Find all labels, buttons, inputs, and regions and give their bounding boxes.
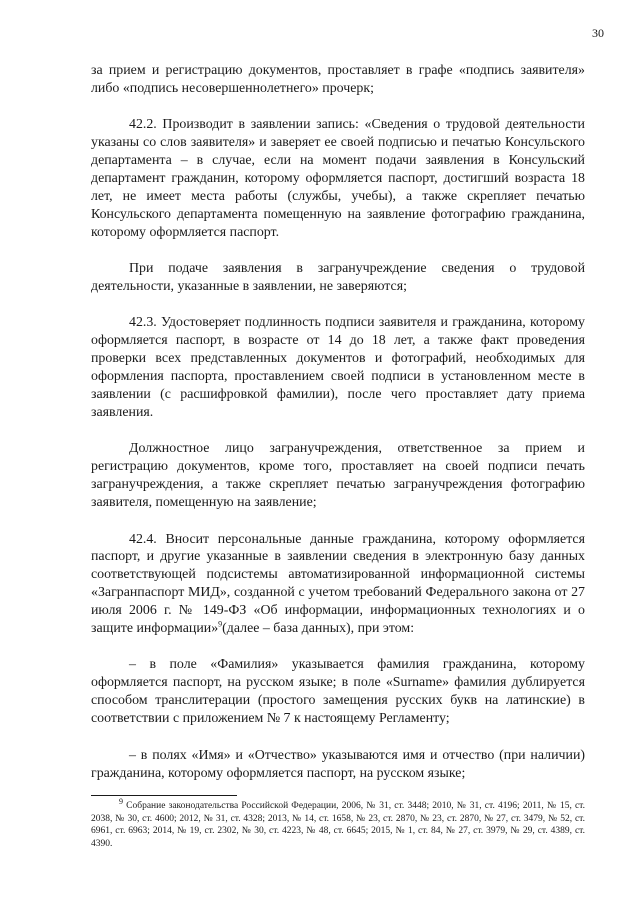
paragraph-42-4 <box>91 531 585 638</box>
paragraph-official-duties: Должностное лицо загранучреждения, ответственное за прием и регистрацию документов, кроме того, проставляет на своей подписи печать загранучреждения, а также скрепляет печатью загранучреждения фотографию заявителя, помещенную на заявление; <box>91 441 585 511</box>
footnote <box>91 796 585 850</box>
body-text <box>91 62 585 801</box>
list-item-name-patronymic: – в полях «Имя» и «Отчество» указываются имя и отчество (при наличии) гражданина, которому оформляется паспорт, на русском языке; <box>91 747 585 781</box>
paragraph-42-3: 42.3. Удостоверяет подлинность подписи заявителя и гражданина, которому оформляется паспорт, в возрасте от 14 до 18 лет, а также факт проведения проверки всех представленных документов и фотографий, необходимых для оформления паспорта, проставлением своей подписи в установленном месте в заявлении (с расшифровкой фамилии), после чего проставляет дату приема заявления. <box>91 315 585 420</box>
page-number: 30 <box>592 26 604 40</box>
list-item-surname: – в поле «Фамилия» указывается фамилия гражданина, которому оформляется паспорт, на русском языке; в поле «Surname» фамилия дублируется способом транслитерации (простого замещения русских букв на латинские) в соответствии с приложением № 7 к настоящему Регламенту; <box>91 657 585 727</box>
footnote-divider <box>91 795 237 796</box>
footnote-number: 9 <box>119 796 123 806</box>
paragraph-42-2: 42.2. Производит в заявлении запись: «Сведения о трудовой деятельности указаны со слов заявителя» и заверяет ее своей подписью и печатью Консульского департамента – в случае, если на момент подачи заявления в Консульский департамент гражданин, которому оформляется паспорт, достигший возраста 18 лет, не имеет места работы (службы, учебы), а также скрепляет печатью Консульского департамента помещенную на заявление фотографию гражданина, которому оформляется паспорт. <box>91 117 585 240</box>
paragraph-42-4-text: 42.4. Вносит персональные данные гражданина, которому оформляется паспорт, и другие указанные в заявлении сведения в электронную базу данных соответствующей подсистемы автоматизированной информационной системы «Загранпаспорт МИД», созданной с учетом требований Федерального закона от 27 июля 2006 г. № 149-ФЗ «Об информации, информационных технологиях и о защите информации» <box>91 531 585 637</box>
paragraph-embassy-note: При подаче заявления в загранучреждение сведения о трудовой деятельности, указанные в заявлении, не заверяются; <box>91 261 585 295</box>
paragraph-42-4-text-end: (далее – база данных), при этом: <box>222 621 415 637</box>
paragraph-continuation: за прием и регистрацию документов, проставляет в графе «подпись заявителя» либо «подпись несовершеннолетнего» прочерк; <box>91 63 585 96</box>
footnote-reference[interactable]: 9 <box>218 619 223 629</box>
footnote-text: Собрание законодательства Российской Федерации, 2006, № 31, ст. 3448; 2010, № 31, ст. 4196; 2011, № 15, ст. 2038, № 30, ст. 4600; 2012, № 31, ст. 4328; 2013, № 14, ст. 1658, № 23, ст. 2870, № 23, ст. 2870, № 27, ст. 3479, № 52, ст. 6961, ст. 6963; 2014, № 19, ст. 2302, № 30, ст. 4223, № 48, ст. 6645; 2015, № 1, ст. 84, № 27, ст. 3979, № 29, ст. 4389, ст. 4390. <box>91 801 585 849</box>
